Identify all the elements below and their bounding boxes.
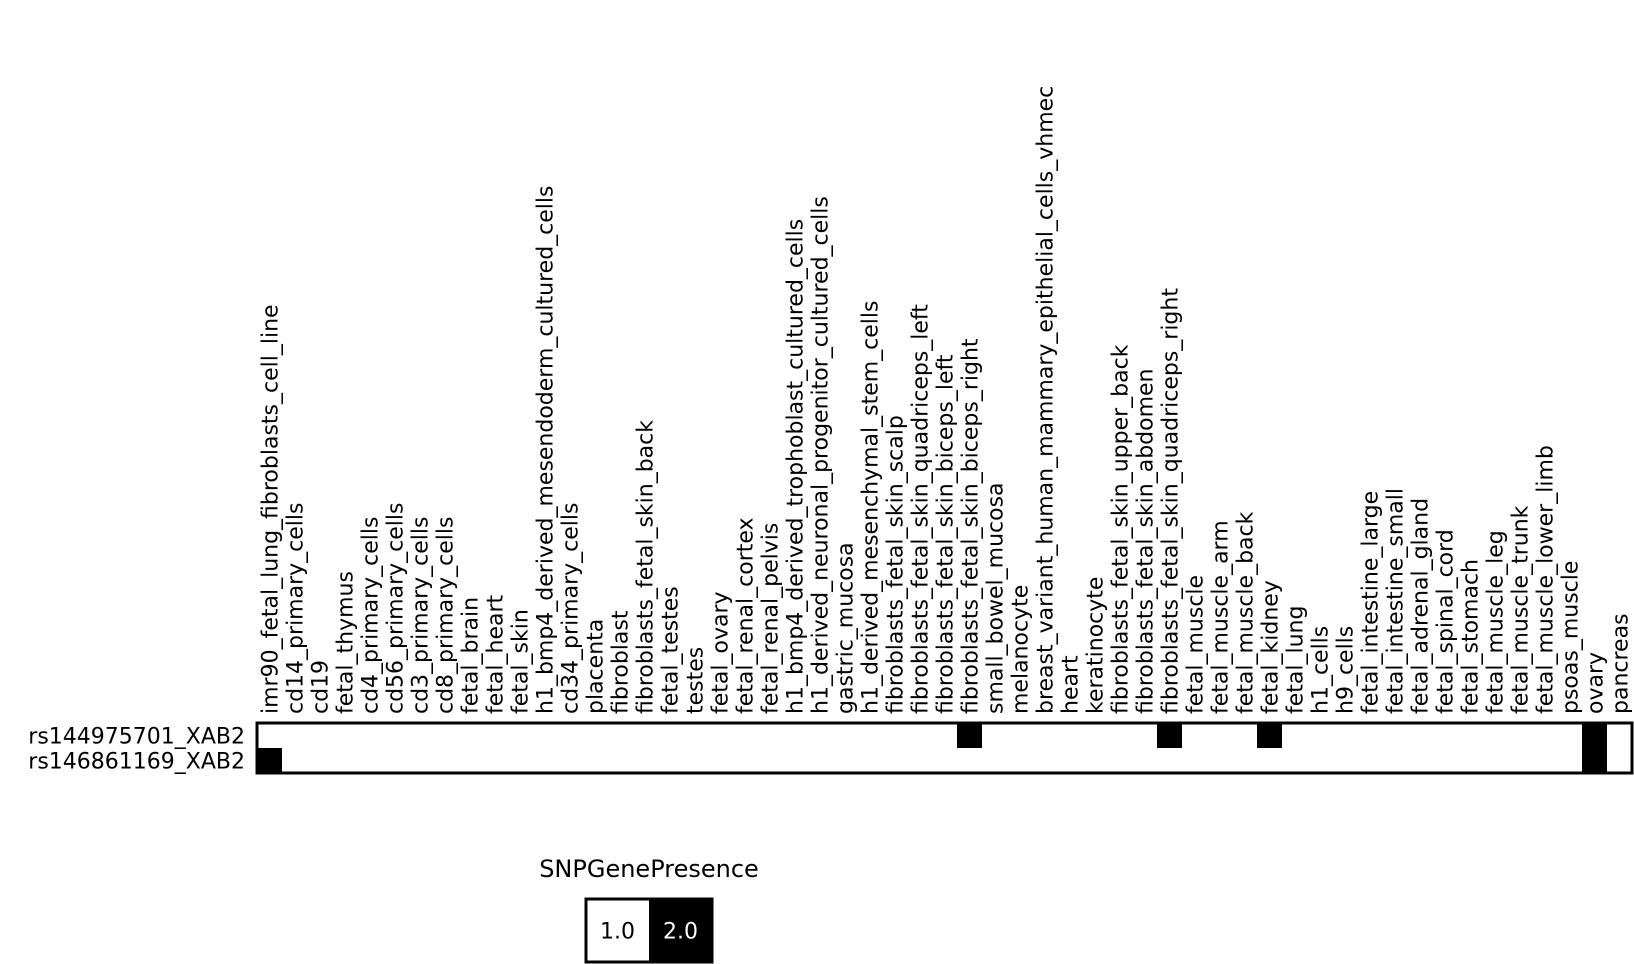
row-labels — [28, 725, 245, 775]
column-label: fibroblasts_fetal_skin_quadriceps_left — [908, 304, 934, 714]
column-label: fetal_intestine_small — [1383, 488, 1409, 714]
heatmap-cell — [1532, 723, 1557, 748]
heatmap-cell — [1507, 748, 1532, 773]
column-label: breast_variant_human_mammary_epithelial_cells_vhmec — [1033, 85, 1059, 714]
heatmap-cell — [682, 723, 707, 748]
column-label: h1_derived_neuronal_progenitor_cultured_cells — [808, 196, 834, 714]
heatmap-cell — [1007, 723, 1032, 748]
heatmap-cell — [882, 723, 907, 748]
heatmap-cell — [1057, 723, 1082, 748]
heatmap-cell — [532, 723, 557, 748]
column-label: h1_cells — [1308, 625, 1334, 714]
column-label: cd3_primary_cells — [408, 516, 434, 714]
heatmap-cell — [1032, 723, 1057, 748]
heatmap-cell — [807, 748, 832, 773]
column-label: h1_bmp4_derived_mesendoderm_cultured_cells — [533, 185, 559, 714]
heatmap-cell — [632, 723, 657, 748]
heatmap-cell — [982, 748, 1007, 773]
heatmap-cell — [1207, 748, 1232, 773]
column-label: fetal_spinal_cord — [1433, 529, 1459, 714]
column-label: fibroblasts_fetal_skin_biceps_right — [958, 338, 984, 714]
column-label: pancreas — [1608, 613, 1634, 714]
column-label: fibroblasts_fetal_skin_biceps_left — [933, 354, 959, 714]
heatmap-cell — [682, 748, 707, 773]
heatmap-cell — [932, 723, 957, 748]
heatmap-cell — [557, 723, 582, 748]
heatmap-cell — [732, 723, 757, 748]
heatmap-cell — [507, 748, 532, 773]
heatmap-cell — [457, 723, 482, 748]
heatmap-cell — [332, 748, 357, 773]
heatmap-cell — [507, 723, 532, 748]
heatmap-cell — [1307, 723, 1332, 748]
column-label: gastric_mucosa — [833, 542, 859, 714]
column-label: fetal_lung — [1283, 605, 1309, 714]
column-label: cd14_primary_cells — [283, 502, 309, 714]
heatmap-cell — [607, 748, 632, 773]
legend-title: SNPGenePresence — [539, 855, 759, 883]
heatmap-cell — [1307, 748, 1332, 773]
column-label: fetal_brain — [458, 596, 484, 714]
legend-label: 2.0 — [663, 919, 698, 945]
heatmap-cell — [1607, 723, 1632, 748]
column-label: fetal_stomach — [1458, 559, 1484, 714]
heatmap-cell — [707, 748, 732, 773]
column-label: fetal_adrenal_gland — [1408, 497, 1434, 714]
heatmap-cell — [1407, 748, 1432, 773]
heatmap-cell — [432, 723, 457, 748]
heatmap-cell — [257, 723, 282, 748]
column-label: melanocyte — [1008, 584, 1034, 714]
heatmap-cell — [1082, 723, 1107, 748]
heatmap-cell — [1357, 723, 1382, 748]
column-label: ovary — [1583, 651, 1609, 714]
heatmap-cell — [1282, 748, 1307, 773]
heatmap-cell — [1182, 748, 1207, 773]
heatmap-cell — [907, 748, 932, 773]
heatmap-cell — [1582, 748, 1607, 773]
heatmap-cell — [1257, 748, 1282, 773]
column-label: cd4_primary_cells — [358, 516, 384, 714]
heatmap-cell — [782, 723, 807, 748]
heatmap-cell — [307, 748, 332, 773]
heatmap-cell — [782, 748, 807, 773]
heatmap-cell — [1332, 748, 1357, 773]
heatmap-cell — [957, 748, 982, 773]
heatmap-cell — [657, 748, 682, 773]
heatmap-cell — [1157, 748, 1182, 773]
heatmap-cell — [1507, 723, 1532, 748]
heatmap-cell — [1182, 723, 1207, 748]
heatmap-cell — [1557, 748, 1582, 773]
heatmap-cell — [357, 748, 382, 773]
legend — [586, 899, 712, 962]
heatmap-cell — [1007, 748, 1032, 773]
heatmap-cell — [882, 748, 907, 773]
heatmap-cell — [1107, 723, 1132, 748]
heatmap-cell — [932, 748, 957, 773]
column-label: fetal_muscle_back — [1233, 511, 1259, 714]
heatmap-cell — [1257, 723, 1282, 748]
heatmap-cell — [1407, 723, 1432, 748]
heatmap-cell — [857, 723, 882, 748]
heatmap-cell — [1532, 748, 1557, 773]
column-label: fibroblast — [608, 610, 634, 714]
column-label: keratinocyte — [1083, 576, 1109, 714]
heatmap-cell — [1482, 748, 1507, 773]
heatmap-cell — [1107, 748, 1132, 773]
heatmap-cell — [1332, 723, 1357, 748]
column-label: fetal_muscle_lower_limb — [1533, 445, 1559, 714]
heatmap-cell — [282, 723, 307, 748]
heatmap-cell — [382, 723, 407, 748]
column-label: cd8_primary_cells — [433, 516, 459, 714]
heatmap-cell — [1232, 748, 1257, 773]
heatmap-cell — [1132, 723, 1157, 748]
heatmap-cell — [332, 723, 357, 748]
column-label: fibroblasts_fetal_skin_scalp — [883, 415, 909, 714]
heatmap-cell — [357, 723, 382, 748]
heatmap-cell — [532, 748, 557, 773]
column-label: fetal_muscle — [1183, 574, 1209, 714]
column-label: fetal_muscle_arm — [1208, 520, 1234, 714]
column-label: fetal_intestine_large — [1358, 490, 1384, 714]
heatmap-cell — [832, 723, 857, 748]
column-label: fetal_muscle_trunk — [1508, 505, 1534, 714]
heatmap-cell — [1432, 723, 1457, 748]
heatmap-cell — [1607, 748, 1632, 773]
column-label: fetal_skin — [508, 609, 534, 714]
column-label: fetal_kidney — [1258, 580, 1284, 714]
column-label: fetal_testes — [658, 586, 684, 714]
heatmap-cell — [1457, 748, 1482, 773]
column-label: fetal_heart — [483, 594, 509, 714]
heatmap-cell — [1482, 723, 1507, 748]
heatmap-cell — [1432, 748, 1457, 773]
heatmap-cell — [1282, 723, 1307, 748]
heatmap-cell — [607, 723, 632, 748]
row-label: rs146861169_XAB2 — [28, 749, 245, 775]
heatmap-cell — [407, 748, 432, 773]
heatmap-cell — [907, 723, 932, 748]
heatmap-cell — [1557, 723, 1582, 748]
heatmap-cell — [282, 748, 307, 773]
column-labels — [259, 86, 1634, 714]
heatmap-cell — [707, 723, 732, 748]
column-label: small_bowel_mucosa — [983, 482, 1009, 714]
heatmap-cell — [432, 748, 457, 773]
column-label: fibroblasts_fetal_skin_quadriceps_right — [1158, 288, 1184, 714]
heatmap-cell — [1382, 748, 1407, 773]
column-label: fetal_renal_pelvis — [758, 522, 784, 714]
heatmap-cell — [382, 748, 407, 773]
heatmap-cell — [1582, 723, 1607, 748]
heatmap-cell — [957, 723, 982, 748]
heatmap-cell — [832, 748, 857, 773]
heatmap-cell — [757, 748, 782, 773]
heatmap-cell — [982, 723, 1007, 748]
heatmap-cell — [1032, 748, 1057, 773]
column-label: heart — [1058, 655, 1084, 714]
heatmap-cell — [757, 723, 782, 748]
column-label: fibroblasts_fetal_skin_upper_back — [1108, 344, 1134, 714]
column-label: placenta — [583, 618, 609, 714]
column-label: fetal_thymus — [333, 571, 359, 714]
column-label: h9_cells — [1333, 625, 1359, 714]
heatmap-cell — [457, 748, 482, 773]
column-label: testes — [683, 646, 709, 714]
heatmap-cell — [407, 723, 432, 748]
heatmap-cell — [582, 723, 607, 748]
heatmap-cell — [1157, 723, 1182, 748]
heatmap-cell — [557, 748, 582, 773]
heatmap-cell — [1382, 723, 1407, 748]
column-label: cd56_primary_cells — [383, 502, 409, 714]
heatmap-cell — [807, 723, 832, 748]
heatmap-cell — [657, 723, 682, 748]
heatmap-cell — [732, 748, 757, 773]
heatmap-cell — [1057, 748, 1082, 773]
column-label: h1_derived_mesenchymal_stem_cells — [858, 300, 884, 714]
heatmap-cell — [1232, 723, 1257, 748]
column-label: psoas_muscle — [1558, 560, 1584, 714]
heatmap-cell — [482, 748, 507, 773]
column-label: fibroblasts_fetal_skin_abdomen — [1133, 368, 1159, 714]
heatmap-cell — [632, 748, 657, 773]
heatmap-cell — [1132, 748, 1157, 773]
column-label: h1_bmp4_derived_trophoblast_cultured_cells — [783, 218, 809, 714]
column-label: fetal_ovary — [708, 591, 734, 714]
legend-label: 1.0 — [600, 919, 635, 945]
heatmap-cells — [257, 723, 1632, 773]
heatmap-cell — [257, 748, 282, 773]
heatmap-cell — [1357, 748, 1382, 773]
column-label: fetal_muscle_leg — [1483, 530, 1509, 714]
column-label: cd19 — [308, 659, 334, 714]
heatmap-cell — [1082, 748, 1107, 773]
row-label: rs144975701_XAB2 — [28, 724, 245, 750]
heatmap-cell — [1207, 723, 1232, 748]
heatmap-cell — [482, 723, 507, 748]
heatmap-cell — [857, 748, 882, 773]
column-label: fetal_renal_cortex — [733, 517, 759, 714]
column-label: imr90_fetal_lung_fibroblasts_cell_line — [258, 304, 284, 714]
column-label: cd34_primary_cells — [558, 502, 584, 714]
heatmap-cell — [1457, 723, 1482, 748]
heatmap-cell — [582, 748, 607, 773]
column-label: fibroblasts_fetal_skin_back — [633, 420, 659, 714]
heatmap-cell — [307, 723, 332, 748]
